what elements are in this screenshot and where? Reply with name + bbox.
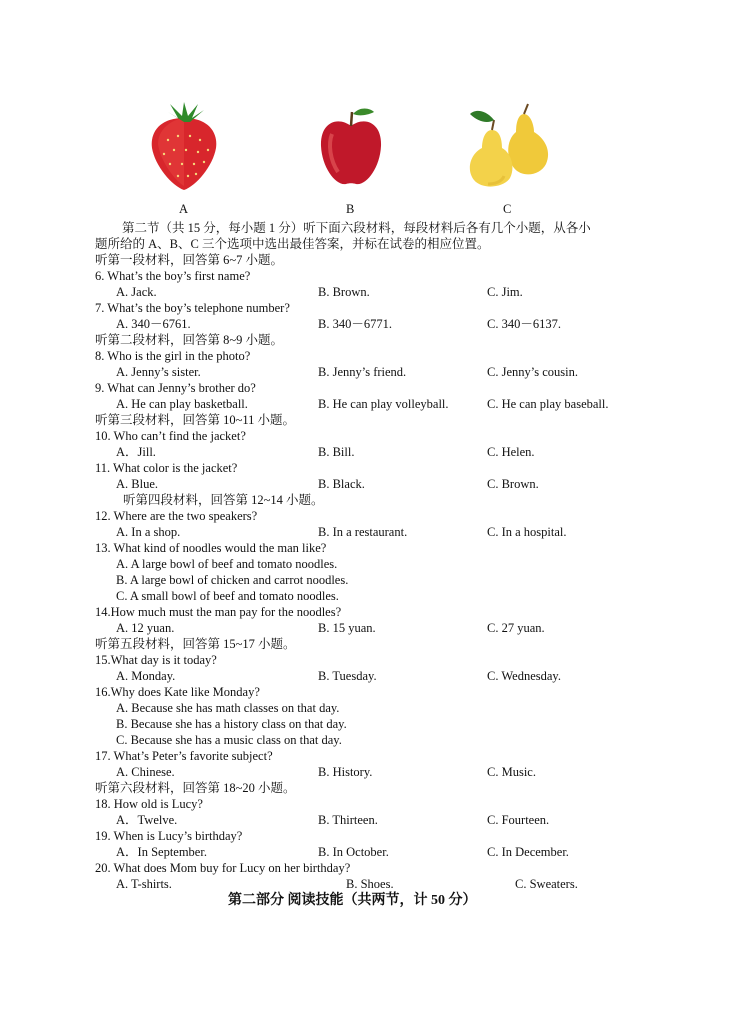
answer-option: B. A large bowl of chicken and carrot noodles. xyxy=(116,573,349,587)
answer-option-b: B. Jenny’s friend. xyxy=(318,365,407,379)
answer-option: C. A small bowl of beef and tomato noodles. xyxy=(116,589,339,603)
section-heading: 听第一段材料，回答第 6~7 小题。 xyxy=(95,253,284,267)
answer-option-b: B. Brown. xyxy=(318,285,370,299)
pear-image xyxy=(462,100,552,190)
question-text: 18. How old is Lucy? xyxy=(95,797,203,811)
section-heading: 听第六段材料，回答第 18~20 小题。 xyxy=(95,781,296,795)
fruit-label-c: C xyxy=(503,202,512,216)
question-text: 11. What color is the jacket? xyxy=(95,461,238,475)
answer-option-a: A. He can play basketball. xyxy=(116,397,248,411)
answer-option-c: C. 340－6137. xyxy=(487,317,561,331)
answer-option-a: A. Blue. xyxy=(116,477,159,491)
question-text: 17. What’s Peter’s favorite subject? xyxy=(95,749,273,763)
answer-option-c: C. Music. xyxy=(487,765,536,779)
fruit-label-b: B xyxy=(346,202,355,216)
answer-option-b: B. Tuesday. xyxy=(318,669,377,683)
section-heading: 听第四段材料，回答第 12~14 小题。 xyxy=(123,493,324,507)
section-intro-line-1: 第二节（共 15 分，每小题 1 分）听下面六段材料，每段材料后各有几个小题，从各小 xyxy=(122,221,591,235)
answer-option-a: A. Monday. xyxy=(116,669,176,683)
answer-option-c: C. Helen. xyxy=(487,445,535,459)
answer-option-c: C. Fourteen. xyxy=(487,813,550,827)
answer-option: A. A large bowl of beef and tomato noodles. xyxy=(116,557,338,571)
question-text: 12. Where are the two speakers? xyxy=(95,509,258,523)
answer-option-a: A. T-shirts. xyxy=(116,877,172,891)
answer-option-c: C. Brown. xyxy=(487,477,539,491)
answer-option-c: C. Jenny’s cousin. xyxy=(487,365,578,379)
question-text: 6. What’s the boy’s first name? xyxy=(95,269,251,283)
apple-image xyxy=(318,104,384,188)
strawberry-image xyxy=(148,100,220,192)
answer-option-a: A. 12 yuan. xyxy=(116,621,175,635)
answer-option-b: B. In a restaurant. xyxy=(318,525,408,539)
answer-option-b: B. Thirteen. xyxy=(318,813,378,827)
question-text: 20. What does Mom buy for Lucy on her birthday? xyxy=(95,861,351,875)
answer-option-b: B. Bill. xyxy=(318,445,355,459)
question-text: 16.Why does Kate like Monday? xyxy=(95,685,260,699)
question-text: 15.What day is it today? xyxy=(95,653,217,667)
answer-option-b: B. He can play volleyball. xyxy=(318,397,449,411)
answer-option-b: B. 340－6771. xyxy=(318,317,392,331)
answer-option: C. Because she has a music class on that day. xyxy=(116,733,342,747)
answer-option-a: A. Jack. xyxy=(116,285,157,299)
answer-option-c: C. He can play baseball. xyxy=(487,397,609,411)
answer-option: B. Because she has a history class on that day. xyxy=(116,717,347,731)
answer-option-c: C. Sweaters. xyxy=(515,877,578,891)
answer-option-b: B. Shoes. xyxy=(346,877,394,891)
answer-option-a: A. In a shop. xyxy=(116,525,181,539)
answer-option-a: A. Chinese. xyxy=(116,765,175,779)
answer-option-b: B. History. xyxy=(318,765,373,779)
part-two-title: 第二部分 阅读技能（共两节，计 50 分） xyxy=(228,893,477,908)
answer-option: A. Because she has math classes on that day. xyxy=(116,701,340,715)
answer-option-c: C. Jim. xyxy=(487,285,523,299)
answer-option-c: C. In December. xyxy=(487,845,569,859)
question-text: 9. What can Jenny’s brother do? xyxy=(95,381,256,395)
question-text: 8. Who is the girl in the photo? xyxy=(95,349,251,363)
fruit-label-a: A xyxy=(179,202,189,216)
question-text: 14.How much must the man pay for the noodles? xyxy=(95,605,342,619)
answer-option-b: B. 15 yuan. xyxy=(318,621,376,635)
question-text: 13. What kind of noodles would the man like? xyxy=(95,541,327,555)
question-text: 7. What’s the boy’s telephone number? xyxy=(95,301,290,315)
answer-option-c: C. Wednesday. xyxy=(487,669,561,683)
answer-option-a: A．Twelve. xyxy=(116,813,178,827)
answer-option-c: C. In a hospital. xyxy=(487,525,567,539)
section-heading: 听第二段材料，回答第 8~9 小题。 xyxy=(95,333,284,347)
answer-option-b: B. Black. xyxy=(318,477,365,491)
section-intro-line-2: 题所给的 A、B、C 三个选项中选出最佳答案，并标在试卷的相应位置。 xyxy=(95,237,490,251)
answer-option-c: C. 27 yuan. xyxy=(487,621,545,635)
answer-option-a: A．In September. xyxy=(116,845,207,859)
question-text: 10. Who can’t find the jacket? xyxy=(95,429,246,443)
section-heading: 听第五段材料，回答第 15~17 小题。 xyxy=(95,637,296,651)
question-text: 19. When is Lucy’s birthday? xyxy=(95,829,243,843)
section-heading: 听第三段材料，回答第 10~11 小题。 xyxy=(95,413,296,427)
answer-option-a: A. Jenny’s sister. xyxy=(116,365,201,379)
answer-option-a: A. 340－6761. xyxy=(116,317,191,331)
answer-option-a: A．Jill. xyxy=(116,445,156,459)
answer-option-b: B. In October. xyxy=(318,845,389,859)
